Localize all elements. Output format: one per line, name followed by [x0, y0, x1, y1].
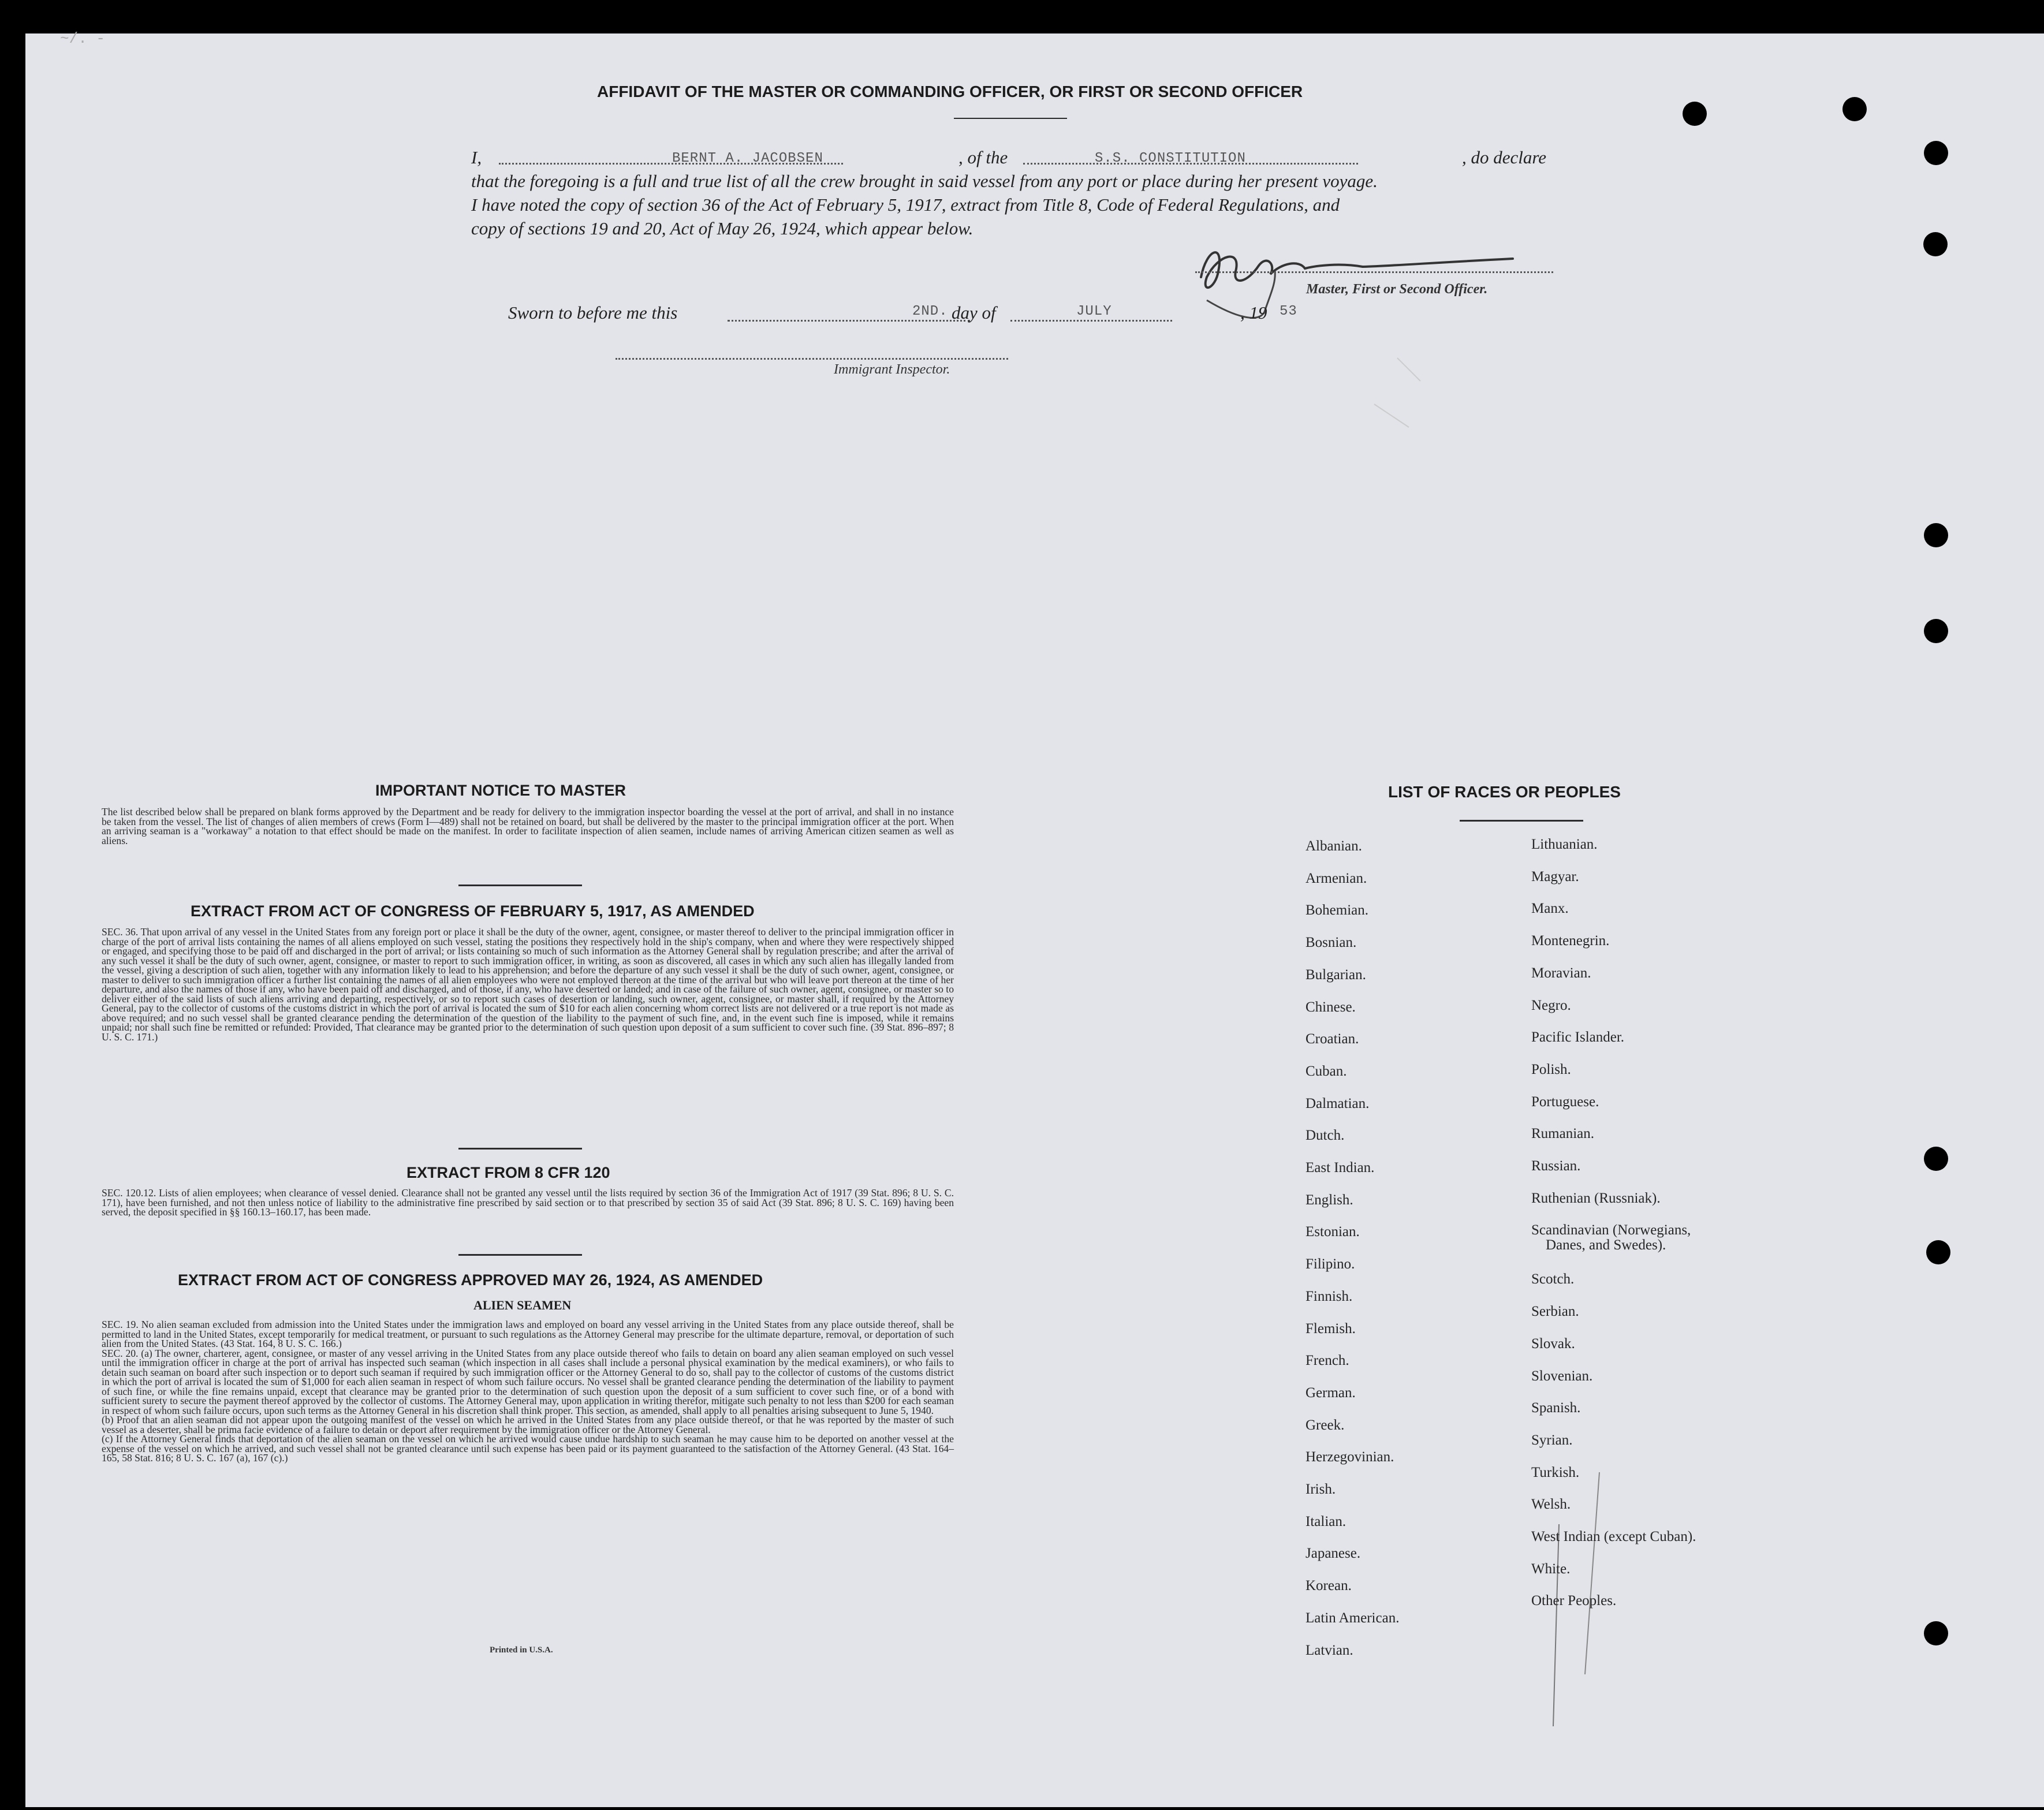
race-item: Portuguese. — [1531, 1094, 1599, 1110]
race-item: Montenegrin. — [1531, 933, 1610, 949]
race-item: Italian. — [1306, 1513, 1346, 1529]
race-item: Latvian. — [1306, 1642, 1353, 1658]
race-item: Cuban. — [1306, 1063, 1347, 1079]
extract-1924-title: EXTRACT FROM ACT OF CONGRESS APPROVED MAY 26, 1924, AS AMENDED — [178, 1271, 763, 1289]
races-title: LIST OF RACES OR PEOPLES — [1388, 783, 1621, 801]
of-the-label: , of the — [958, 147, 1008, 167]
sworn-month-field: JULY — [1076, 304, 1112, 319]
master-name-field: BERNT A. JACOBSEN — [672, 151, 823, 166]
race-item: East Indian. — [1306, 1160, 1375, 1175]
race-item: Albanian. — [1306, 838, 1362, 854]
race-item: Dutch. — [1306, 1128, 1345, 1144]
race-item: Welsh. — [1531, 1496, 1571, 1513]
race-item: Armenian. — [1306, 870, 1367, 886]
affidavit-line-3: I have noted the copy of section 36 of the Act of February 5, 1917, extract from Title 8, Code of Federal Regulations, and — [471, 195, 1340, 215]
affidavit-line-4: copy of sections 19 and 20, Act of May 26, 1924, which appear below. — [471, 218, 973, 238]
affidavit-line-2: that the foregoing is a full and true list of all the crew brought in said vessel from any port or place during her present voyage. — [471, 171, 1378, 191]
race-item: Estonian. — [1306, 1224, 1360, 1240]
race-item: German. — [1306, 1384, 1356, 1401]
race-item: Negro. — [1531, 997, 1571, 1013]
race-item: White. — [1531, 1561, 1571, 1577]
corner-mark: ~/. - — [60, 30, 106, 47]
race-item: Bosnian. — [1306, 935, 1357, 951]
printed-in-label: Printed in U.S.A. — [490, 1645, 553, 1655]
race-item: Lithuanian. — [1531, 837, 1598, 852]
race-item: Manx. — [1531, 901, 1569, 917]
race-item: Magyar. — [1531, 868, 1579, 885]
race-item: Russian. — [1531, 1158, 1581, 1174]
sworn-day-field: 2ND. — [912, 304, 948, 319]
extract-1924-subtitle: ALIEN SEAMEN — [473, 1298, 572, 1312]
sworn-prefix: Sworn to before me this — [508, 303, 678, 323]
race-item: Bohemian. — [1306, 902, 1369, 919]
signer-title: Master, First or Second Officer. — [1306, 282, 1488, 297]
race-item: Slovak. — [1531, 1335, 1575, 1352]
race-item: French. — [1306, 1353, 1349, 1369]
race-item: Rumanian. — [1531, 1126, 1595, 1142]
race-item: Chinese. — [1306, 999, 1356, 1015]
race-item: Moravian. — [1531, 965, 1591, 981]
race-item: Polish. — [1531, 1061, 1571, 1077]
notice-text: The list described below shall be prepared on blank forms approved by the Department and be ready for delivery to the immigration inspector boarding the vessel at the port of arrival, and shall in no instance be taken from the vessel. The list of changes of alien members of crews (Form I—489) shall not be retained on board, but shall be delivered by the master to the principal immigration officer at the port. When an arriving seaman is a "workaway" a notation to that effect should be made on the manifest. In order to facilitate inspection of alien seamen, include names of arriving American citizen seamen as well as aliens. — [102, 806, 954, 846]
race-item: Finnish. — [1306, 1288, 1353, 1304]
extract-cfr-text: SEC. 120.12. Lists of alien employees; when clearance of vessel denied. Clearance shall not be granted any vessel until the lists required by section 36 of the Immigration Act of 1917 (39 Stat. 896; 8 U. S. C. 171), have been furnished, and not then unless notice of liability to the administrative fine prescribed by said section or to that prescribed by section 35 of said Act (39 Stat. 896; 8 U. S. C. 169) having been served, the deposit specified in §§ 160.13–160.17, has been made. — [102, 1187, 954, 1218]
inspector-label: Immigrant Inspector. — [834, 362, 950, 377]
race-item: Turkish. — [1531, 1464, 1580, 1480]
race-item: Flemish. — [1306, 1320, 1356, 1337]
race-item: Slovenian. — [1531, 1368, 1593, 1384]
race-item: Greek. — [1306, 1417, 1345, 1433]
i-label: I, — [471, 147, 482, 167]
race-item: Irish. — [1306, 1481, 1336, 1497]
race-item: Filipino. — [1306, 1256, 1355, 1272]
race-item: Spanish. — [1531, 1400, 1581, 1416]
race-item: Korean. — [1306, 1578, 1352, 1594]
race-item: Ruthenian (Russniak). — [1531, 1190, 1661, 1206]
race-item: West Indian (except Cuban). — [1531, 1529, 1696, 1544]
race-item: Herzegovinian. — [1306, 1449, 1394, 1465]
extract-1917-text: SEC. 36. That upon arrival of any vessel in the United States from any foreign port or place it shall be the duty of the owner, agent, consignee, or master thereof to deliver to the principal immigration officer in charge of the port of arrival lists containing the names of all aliens employed on such vessel, stating the positions they respectively hold in the ship's company, when and where they were respectively shipped or engaged, and specifying those to be paid off and discharged in the port of arrival; or lists containing so much of such information as the Attorney General shall by regulation prescribe; and after the arrival of any such vessel it shall be the duty of such owner, agent, consignee, or master to report to such immigration officer, in writing, as soon as discovered, all cases in which any such alien has illegally landed from the vessel, giving a description of such alien, together with any information likely to lead to his apprehension; and before the departure of any such vessel it shall be the duty of such owner, agent, consignee, or master to deliver to such immigration officer a further list containing the names of all alien employees who were not employed thereon at the time of the arrival but who will leave port thereon at the time of her departure, and also the names of those if any, who have been paid off and discharged, and of those, if any, who have deserted or landed; and in case of the failure of such owner, agent, consignee, or master so to deliver either of the said lists of such aliens arriving and departing, respectively, or so to report such cases of desertion or landing, such owner, agent, consignee, or master shall, if required by the Attorney General, pay to the collector of customs of the customs district in which the port of arrival is located the sum of $10 for each alien concerning whom correct lists are not delivered or a true report is not made as above required; and no such vessel shall be granted clearance pending the determination of the question of the liability to the payment of such fine, and, in the event such fine is imposed, while it remains unpaid; nor shall such fine be remitted or refunded: Provided, That clearance may be granted prior to the determination of such question upon deposit of a sum sufficient to cover such fine. (39 Stat. 896–897; 8 U. S. C. 171.) — [102, 926, 954, 1043]
race-item: Scotch. — [1531, 1271, 1575, 1287]
race-item: Pacific Islander. — [1531, 1029, 1625, 1046]
race-item: Japanese. — [1306, 1546, 1361, 1562]
notice-title: IMPORTANT NOTICE TO MASTER — [375, 782, 626, 799]
sworn-year-field: 53 — [1280, 304, 1297, 319]
year-prefix: , 19 — [1240, 303, 1267, 323]
affidavit-title: AFFIDAVIT OF THE MASTER OR COMMANDING OFFICER, OR FIRST OR SECOND OFFICER — [597, 83, 1303, 100]
extract-1924-text: SEC. 19. No alien seaman excluded from admission into the United States under the immigration laws and employed on board any vessel arriving in the United States from any place outside thereof, shall be permitted to land in the United States, except temporarily for medical treatment, or pursuant to such regulations as the Attorney General may prescribe for the ultimate departure, removal, or deportation of such alien from the United States. (43 Stat. 164, 8 U. S. C. 166.) SEC. 20. (a) The owner, charterer, agent, consignee, or master of any vessel arriving in the United States from any place outside thereof who fails to detain on board any alien seaman employed on such vessel until the immigration officer in charge at the port of arrival has inspected such seaman (which inspection in all cases shall include a personal physical examination by the medical examiners), or who fails to detain such seaman on board after such inspection or to deport such seaman if required by such immigration officer or the Attorney General to do so, shall pay to the collector of customs of the customs district in which the port of arrival is located the sum of $1,000 for each alien seaman in respect of whom such failure occurs. No vessel shall be granted clearance pending the determination of the liability to payment of such fine, or while the fine remains unpaid, except that clearance may be granted prior to the determination of such question upon the deposit of a sum sufficient to cover such fine, or of a bond with sufficient surety to secure the payment thereof approved by the collector of customs. The Attorney General may, upon application in writing therefor, mitigate such penalty to not less than $200 for each seaman in respect of whom such failure occurs, upon such terms as the Attorney General in his discretion shall think proper. This section, as amended, shall apply to all penalties arising subsequent to June 5, 1940. (b) Proof that an alien seaman did not appear upon the outgoing manifest of the vessel on which he arrived in the United States from any place outside thereof, or that he was reported by the master of such vessel as a deserter, shall be prima facie evidence of a failure to detain or deport after requirement by the immigration officer or the Attorney General. (c) If the Attorney General finds that deportation of the alien seaman on the vessel on which he arrived would cause undue hardship to such seaman he may cause him to be deported on another vessel at the expense of the vessel on which he arrived, and such vessel shall not be granted clearance until such expense has been paid or its payment guaranteed to the satisfaction of the Attorney General. (43 Stat. 164–165, 58 Stat. 816; 8 U. S. C. 167 (a), 167 (c).) — [102, 1319, 954, 1464]
race-item: Scandinavian (Norwegians, Danes, and Swedes). — [1531, 1222, 1691, 1253]
do-declare-label: , do declare — [1462, 147, 1547, 167]
race-item: English. — [1306, 1192, 1353, 1208]
day-of-label: day of — [952, 303, 996, 323]
vessel-name-field: S.S. CONSTITUTION — [1095, 151, 1246, 166]
extract-cfr-title: EXTRACT FROM 8 CFR 120 — [406, 1164, 610, 1181]
race-item: Croatian. — [1306, 1031, 1359, 1047]
race-item: Latin American. — [1306, 1610, 1400, 1626]
race-item: Syrian. — [1531, 1432, 1573, 1448]
race-item: Dalmatian. — [1306, 1095, 1370, 1111]
race-item: Serbian. — [1531, 1304, 1579, 1320]
race-item: Other Peoples. — [1531, 1593, 1617, 1609]
signature-text: BAJacobsen — [1224, 251, 1338, 277]
race-item: Bulgarian. — [1306, 966, 1366, 983]
extract-1917-title: EXTRACT FROM ACT OF CONGRESS OF FEBRUARY 5, 1917, AS AMENDED — [191, 902, 755, 920]
